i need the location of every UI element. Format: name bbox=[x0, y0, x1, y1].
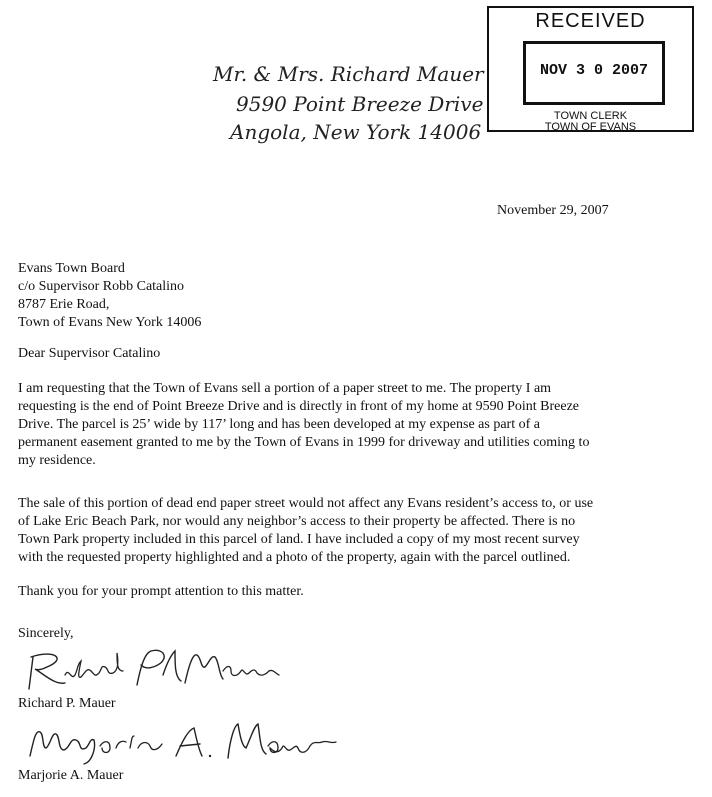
signatory-name-richard: Richard P. Mauer bbox=[18, 696, 116, 711]
paragraph-line: my residence. bbox=[18, 453, 96, 468]
paragraph-line: permanent easement granted to me by the Town of Evans in 1999 for driveway and utilities coming to bbox=[18, 435, 590, 450]
signatory-name-marjorie: Marjorie A. Mauer bbox=[18, 768, 124, 783]
paragraph-line: Town Park property included in this parcel of land. I have included a copy of my most recent survey bbox=[18, 532, 580, 547]
stamp-town-of-evans: TOWN OF EVANS bbox=[544, 121, 637, 133]
recipient-address bbox=[18, 260, 201, 332]
closing: Sincerely, bbox=[18, 626, 74, 641]
letterhead-name: Mr. & Mrs. Richard Mauer bbox=[213, 62, 484, 86]
signature-richard bbox=[25, 645, 295, 693]
address-line: 8787 Erie Road, bbox=[18, 297, 110, 312]
stamp-title: RECEIVED bbox=[535, 10, 646, 32]
paragraph-line: requesting is the end of Point Breeze Drive and is directly in front of my home at 9590 Point Breeze bbox=[18, 399, 580, 414]
signature-marjorie bbox=[24, 718, 354, 766]
address-line: Evans Town Board bbox=[18, 261, 125, 276]
paragraph-line: I am requesting that the Town of Evans sell a portion of a paper street to me. The property I am bbox=[18, 381, 552, 396]
salutation: Dear Supervisor Catalino bbox=[18, 346, 161, 361]
paragraph-line: The sale of this portion of dead end paper street would not affect any Evans resident’s access to, or use bbox=[18, 496, 594, 511]
address-line: Town of Evans New York 14006 bbox=[18, 315, 202, 330]
paragraph-line: Drive. The parcel is 25’ wide by 117’ long and has been developed at my expense as part of a bbox=[18, 417, 540, 432]
paragraph-impact bbox=[18, 495, 708, 567]
letterhead-street: 9590 Point Breeze Drive bbox=[236, 92, 484, 116]
paragraph-request bbox=[18, 380, 708, 470]
address-line: c/o Supervisor Robb Catalino bbox=[18, 279, 185, 294]
stamp-town-clerk: TOWN CLERK bbox=[553, 110, 628, 122]
stamp-date-box bbox=[523, 41, 665, 105]
thanks-line: Thank you for your prompt attention to this matter. bbox=[18, 584, 304, 599]
letter-date: November 29, 2007 bbox=[497, 203, 609, 218]
stamp-date: NOV 3 0 2007 bbox=[539, 62, 649, 79]
letterhead-city: Angola, New York 14006 bbox=[230, 120, 482, 144]
paragraph-line: of Lake Eric Beach Park, nor would any neighbor’s access to their property be affected. There is no bbox=[18, 514, 576, 529]
paragraph-line: with the requested property highlighted and a photo of the property, again with the parcel outlined. bbox=[18, 550, 571, 565]
received-stamp bbox=[487, 6, 694, 132]
